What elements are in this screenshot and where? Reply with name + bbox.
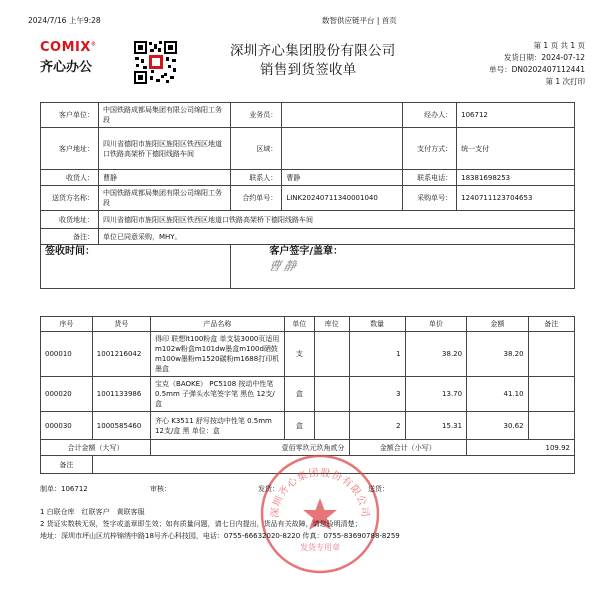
item-no: 000010 xyxy=(41,332,93,377)
company-address: 地址：深圳市坪山区坑梓锦绣中路18号齐心科技园，电话：0755-66632020-8220 传真：0755-83690788-8259 xyxy=(40,532,400,540)
item-amount: 30.62 xyxy=(467,412,528,440)
item-qty: 2 xyxy=(349,412,405,440)
item-price: 13.70 xyxy=(405,377,466,412)
col-header: 数量 xyxy=(349,317,405,332)
customer-value: 中国铁路成都局集团有限公司绵阳工务段 xyxy=(98,103,230,128)
contact-label: 联系人： xyxy=(231,170,282,186)
col-header: 单位 xyxy=(284,317,314,332)
items-table xyxy=(40,316,575,474)
item-qty: 3 xyxy=(349,377,405,412)
salesman-value xyxy=(282,103,403,128)
item-code: 1001133986 xyxy=(92,377,150,412)
customer-label: 客户单位： xyxy=(41,103,99,128)
browser-title: 数智供应链平台 | 首页 xyxy=(322,16,397,25)
item-qty: 1 xyxy=(349,332,405,377)
address-label: 客户地址： xyxy=(41,128,99,170)
region-label: 区域： xyxy=(231,128,282,170)
receive-address-value: 四川省德阳市旌阳区旌阳区铁西区地道口铁路高架桥下德阳线路车间 xyxy=(98,211,574,229)
payment-label: 支付方式： xyxy=(403,128,457,170)
item-location xyxy=(315,412,350,440)
salesman-label: 业务员： xyxy=(231,103,282,128)
contract-label: 合约单号： xyxy=(231,186,282,211)
item-amount: 41.10 xyxy=(467,377,528,412)
reviewer: 审核： xyxy=(150,485,171,493)
item-code: 1001216042 xyxy=(92,332,150,377)
total-words-label: 合计金额（大写） xyxy=(41,440,151,456)
sign-time-cell xyxy=(41,245,231,289)
item-name: 得印 联想lt100粉盒 单支装3000页适用m102w粉盒m101dw墨盒m100d硒鼓m100w墨粉m1520碳粉m1688打印机墨盒 xyxy=(151,332,285,377)
item-price: 15.31 xyxy=(405,412,466,440)
seal-sub-text: 发货专用章 xyxy=(300,543,340,552)
sign-time-label: 签收时间： xyxy=(45,246,95,257)
company-name: 深圳齐心集团股份有限公司 xyxy=(230,43,396,59)
company-seal-icon xyxy=(258,452,382,576)
ship-date: 发货日期：2024-07-12 xyxy=(503,53,585,62)
copy-distribution: 1 白联仓库 红联客户 黄联客服 xyxy=(40,508,145,516)
document-meta xyxy=(489,40,585,88)
page-indicator: 第 1 页 共 1 页 xyxy=(533,41,585,50)
phone-label: 联系电话： xyxy=(403,170,457,186)
item-no: 000030 xyxy=(41,412,93,440)
customer-sign-label: 客户签字/盖章： xyxy=(269,246,344,257)
logo-brand-mark: ® xyxy=(90,41,97,48)
item-name: 宝克（BAOKE） PC5108 按动中性笔0.5mm 子弹头水笔签字笔 黑色 12支/盒 xyxy=(151,377,285,412)
item-location xyxy=(315,377,350,412)
item-code: 1000585460 xyxy=(92,412,150,440)
qr-code-icon xyxy=(133,40,178,85)
address-value: 四川省德阳市旌阳区旌阳区铁西区地道口铁路高架桥下德阳线路车间 xyxy=(98,128,230,170)
contact-value: 曹静 xyxy=(282,170,403,186)
col-header: 金额 xyxy=(467,317,528,332)
item-unit: 盒 xyxy=(284,377,314,412)
remark-value: 单位已同意采购，MHY。 xyxy=(98,229,574,245)
item-note xyxy=(528,377,574,412)
print-count: 第 1 次打印 xyxy=(545,77,585,86)
print-datetime: 2024/7/16 上午9:28 xyxy=(28,16,101,25)
receiver-label: 收货人： xyxy=(41,170,99,186)
item-price: 38.20 xyxy=(405,332,466,377)
item-note xyxy=(528,412,574,440)
receiver-value: 曹静 xyxy=(98,170,230,186)
logo-brand: COMIX xyxy=(40,40,91,55)
table-row xyxy=(41,332,575,377)
po-value: 1240711123704653 xyxy=(457,186,575,211)
payment-value: 统一支付 xyxy=(457,128,575,170)
receive-address-label: 收货地址： xyxy=(41,211,99,229)
item-no: 000020 xyxy=(41,377,93,412)
ship-to-label: 送货方名称： xyxy=(41,186,99,211)
col-header: 序号 xyxy=(41,317,93,332)
item-note xyxy=(528,332,574,377)
total-amount-label: 金额合计（小写） xyxy=(349,440,467,456)
terms-note: 2 货证实数核无误，签字或盖章即生效；如有质量问题，请七日内提出，货品有关故障，请您验明清楚； xyxy=(40,520,362,528)
maker: 制单：106712 xyxy=(40,485,88,493)
browser-header xyxy=(0,0,615,34)
handler-value: 106712 xyxy=(457,103,575,128)
note-label: 备注 xyxy=(41,456,93,474)
contract-value: LINK20240711340001040 xyxy=(282,186,403,211)
total-amount-value: 109.92 xyxy=(467,440,575,456)
region-value xyxy=(282,128,403,170)
total-words-value: 壹佰零玖元玖角贰分 xyxy=(151,440,349,456)
logo-cn: 齐心办公 xyxy=(40,60,93,75)
company-logo xyxy=(40,40,118,75)
order-number: 单号：DN0202407112441 xyxy=(489,65,585,74)
table-row xyxy=(41,412,575,440)
item-unit: 支 xyxy=(284,332,314,377)
col-header: 货号 xyxy=(92,317,150,332)
col-header: 备注 xyxy=(528,317,574,332)
item-name: 齐心 K3511 舒写按动中性笔 0.5mm 12支/盒 黑 单位：盒 xyxy=(151,412,285,440)
phone-value: 18381698253 xyxy=(457,170,575,186)
shipper: 发货： xyxy=(258,485,279,493)
items-header-row xyxy=(41,317,575,332)
customer-signature: 曹静 xyxy=(268,259,301,273)
seal-text: 深圳齐心集团股份有限公司 xyxy=(269,467,371,519)
col-header: 单价 xyxy=(405,317,466,332)
table-row xyxy=(41,377,575,412)
item-amount: 38.20 xyxy=(467,332,528,377)
ship-to-value: 中国铁路成都局集团有限公司绵阳工务段 xyxy=(98,186,230,211)
item-location xyxy=(315,332,350,377)
po-label: 采购单号： xyxy=(403,186,457,211)
item-unit: 盒 xyxy=(284,412,314,440)
handler-label: 经办人： xyxy=(403,103,457,128)
document-title: 销售到货签收单 xyxy=(260,62,357,78)
remark-label: 备注： xyxy=(41,229,99,245)
deliverer: 送货： xyxy=(368,485,389,493)
col-header: 库位 xyxy=(315,317,350,332)
customer-info-table xyxy=(40,102,575,289)
col-header: 产品名称 xyxy=(151,317,285,332)
customer-sign-cell xyxy=(231,245,575,289)
